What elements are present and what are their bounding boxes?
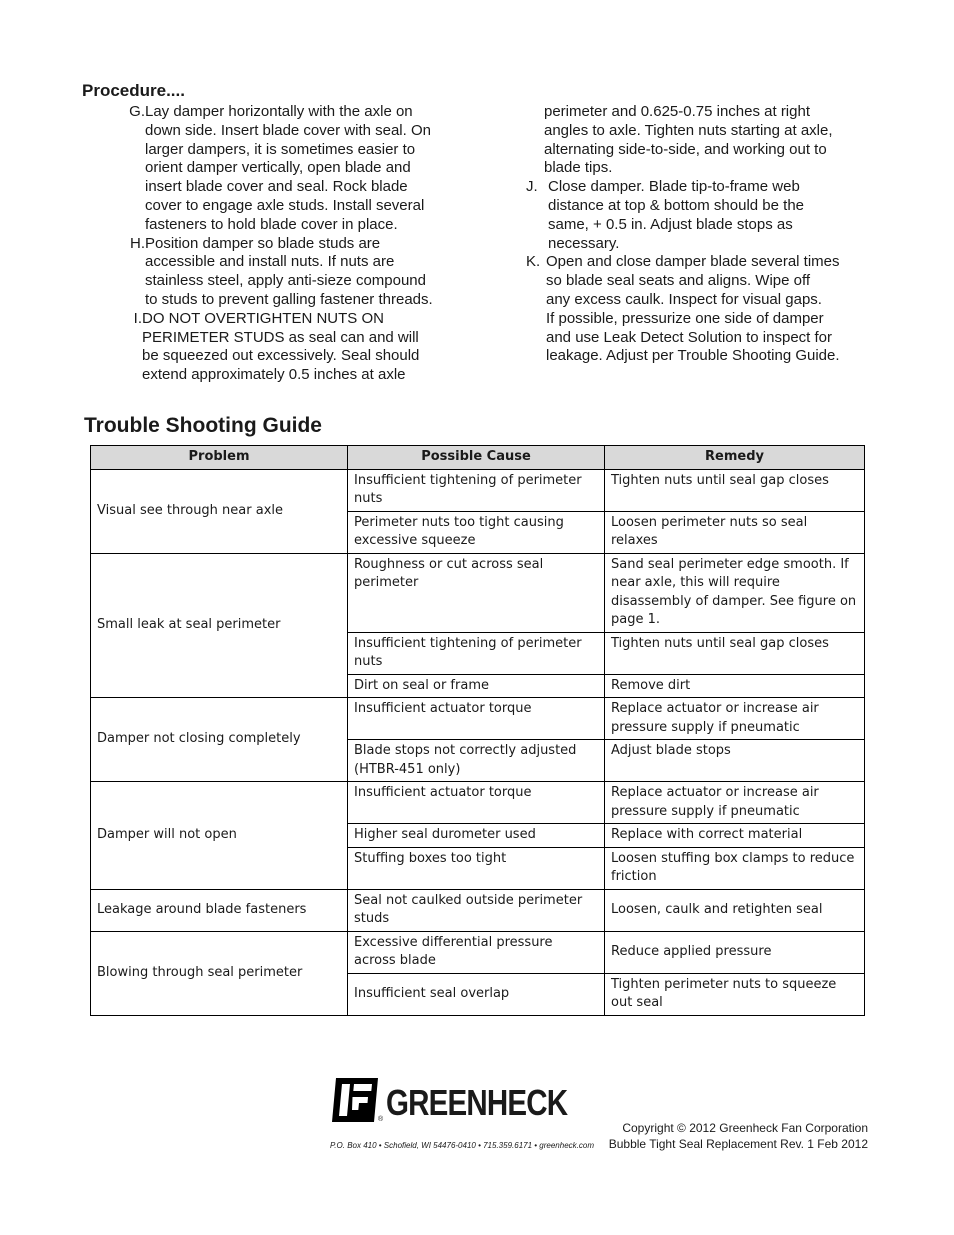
guide-title: Trouble Shooting Guide bbox=[84, 414, 322, 437]
cause-cell: Dirt on seal or frame bbox=[348, 674, 605, 698]
cause-cell: Insufficient seal overlap bbox=[348, 973, 605, 1015]
step-line: stainless steel, apply anti-sieze compound bbox=[145, 272, 426, 290]
table-row bbox=[91, 698, 865, 740]
copyright-text: Copyright © 2012 Greenheck Fan Corporation bbox=[622, 1121, 868, 1135]
step-g bbox=[120, 103, 465, 235]
step-label: I. bbox=[133, 309, 142, 327]
step-text bbox=[145, 103, 465, 235]
cause-cell: Blade stops not correctly adjusted (HTBR-451 only) bbox=[348, 740, 605, 782]
problem-cell: Blowing through seal perimeter bbox=[91, 931, 348, 1015]
cause-cell: Seal not caulked outside perimeter studs bbox=[348, 889, 605, 931]
table-row bbox=[91, 782, 865, 824]
step-line: perimeter and 0.625-0.75 inches at right bbox=[544, 103, 810, 120]
remedy-cell: Loosen stuffing box clamps to reduce friction bbox=[605, 847, 865, 889]
step-label: H. bbox=[130, 234, 145, 252]
greenheck-logo bbox=[330, 1076, 580, 1126]
step-label: J. bbox=[526, 178, 538, 196]
step-line: Close damper. Blade tip-to-frame web bbox=[548, 178, 800, 196]
remedy-cell: Reduce applied pressure bbox=[605, 931, 865, 973]
step-label: G. bbox=[129, 103, 145, 120]
cause-cell: Insufficient actuator torque bbox=[348, 698, 605, 740]
cause-cell: Perimeter nuts too tight causing excessive squeeze bbox=[348, 511, 605, 553]
remedy-cell: Loosen, caulk and retighten seal bbox=[605, 889, 865, 931]
registered-mark: ® bbox=[378, 1116, 384, 1123]
step-text bbox=[142, 310, 465, 385]
remedy-cell: Replace actuator or increase air pressure supply if pneumatic bbox=[605, 782, 865, 824]
remedy-cell: Adjust blade stops bbox=[605, 740, 865, 782]
step-line: fasteners to hold blade cover in place. bbox=[145, 215, 398, 233]
problem-cell: Damper not closing completely bbox=[91, 698, 348, 782]
remedy-cell: Replace with correct material bbox=[605, 824, 865, 848]
table-row bbox=[91, 469, 865, 511]
step-line: Position damper so blade studs are bbox=[145, 234, 381, 252]
step-line: larger dampers, it is sometimes easier to bbox=[145, 140, 416, 158]
step-line: PERIMETER STUDS as seal can and will bbox=[142, 328, 419, 346]
step-line: accessible and install nuts. If nuts are bbox=[145, 253, 395, 271]
step-line: same, + 0.5 in. Adjust blade stops as bbox=[548, 215, 793, 233]
cause-cell: Excessive differential pressure across blade bbox=[348, 931, 605, 973]
step-line: be squeezed out excessively. Seal should bbox=[142, 347, 420, 365]
step-line: necessary. bbox=[548, 234, 620, 252]
step-line: DO NOT OVERTIGHTEN NUTS ON bbox=[142, 309, 384, 327]
step-j bbox=[526, 178, 871, 253]
logo-wordmark: GREENHECK bbox=[386, 1082, 568, 1123]
header-remedy: Remedy bbox=[605, 446, 865, 470]
step-text bbox=[548, 178, 871, 253]
cause-cell: Stuffing boxes too tight bbox=[348, 847, 605, 889]
remedy-cell: Loosen perimeter nuts so seal relaxes bbox=[605, 511, 865, 553]
remedy-cell: Sand seal perimeter edge smooth. If near axle, this will require disassembly of damper. See figure on page 1. bbox=[605, 553, 865, 632]
step-line: down side. Insert blade cover with seal. On bbox=[145, 121, 431, 139]
remedy-cell: Tighten nuts until seal gap closes bbox=[605, 632, 865, 674]
step-line: alternating side-to-side, and working out to bbox=[544, 140, 827, 158]
step-line: insert blade cover and seal. Rock blade bbox=[145, 178, 408, 196]
step-text bbox=[546, 253, 871, 366]
step-line: Lay damper horizontally with the axle on bbox=[145, 103, 413, 120]
company-address: P.O. Box 410 • Schofield, WI 54476-0410 • 715.359.6171 • greenheck.com bbox=[330, 1141, 594, 1150]
problem-cell: Visual see through near axle bbox=[91, 469, 348, 553]
problem-cell: Leakage around blade fasteners bbox=[91, 889, 348, 931]
remedy-cell: Tighten nuts until seal gap closes bbox=[605, 469, 865, 511]
greenheck-logo-icon bbox=[330, 1076, 380, 1124]
table-row bbox=[91, 889, 865, 931]
step-line: distance at top & bottom should be the bbox=[548, 196, 805, 214]
cause-cell: Insufficient tightening of perimeter nuts bbox=[348, 469, 605, 511]
step-line: so blade seal seats and aligns. Wipe off bbox=[546, 272, 811, 290]
table-header-row bbox=[91, 446, 865, 470]
problem-cell: Small leak at seal perimeter bbox=[91, 553, 348, 698]
step-line: If possible, pressurize one side of damper bbox=[546, 309, 824, 327]
step-line: extend approximately 0.5 inches at axle bbox=[142, 366, 406, 384]
header-possible-cause: Possible Cause bbox=[348, 446, 605, 470]
step-line: and use Leak Detect Solution to inspect for bbox=[546, 328, 833, 346]
step-line: cover to engage axle studs. Install several bbox=[145, 196, 425, 214]
procedure-heading: Procedure.... bbox=[82, 81, 185, 100]
step-line: to studs to prevent galling fastener threads. bbox=[145, 290, 433, 308]
procedure-left-column bbox=[120, 103, 465, 385]
step-k bbox=[526, 253, 871, 366]
step-line: angles to axle. Tighten nuts starting at axle, bbox=[544, 121, 833, 139]
cause-cell: Insufficient actuator torque bbox=[348, 782, 605, 824]
step-line: blade tips. bbox=[544, 159, 613, 177]
header-problem: Problem bbox=[91, 446, 348, 470]
step-line: orient damper vertically, open blade and bbox=[145, 159, 411, 177]
table-row bbox=[91, 931, 865, 973]
trouble-shooting-table bbox=[90, 445, 865, 1016]
copyright-block bbox=[609, 1121, 868, 1152]
table-row bbox=[91, 553, 865, 632]
document-reference: Bubble Tight Seal Replacement Rev. 1 Feb 2012 bbox=[608, 1136, 868, 1151]
step-text bbox=[145, 235, 465, 310]
step-label: K. bbox=[526, 253, 541, 271]
remedy-cell: Remove dirt bbox=[605, 674, 865, 698]
step-line: any excess caulk. Inspect for visual gaps. bbox=[546, 290, 822, 308]
step-i-continuation bbox=[526, 103, 871, 178]
remedy-cell: Tighten perimeter nuts to squeeze out seal bbox=[605, 973, 865, 1015]
step-line: leakage. Adjust per Trouble Shooting Guide. bbox=[546, 347, 840, 365]
problem-cell: Damper will not open bbox=[91, 782, 348, 890]
remedy-cell: Replace actuator or increase air pressure supply if pneumatic bbox=[605, 698, 865, 740]
cause-cell: Higher seal durometer used bbox=[348, 824, 605, 848]
step-i bbox=[120, 310, 465, 385]
procedure-right-column bbox=[526, 103, 871, 366]
cause-cell: Insufficient tightening of perimeter nuts bbox=[348, 632, 605, 674]
step-h bbox=[120, 235, 465, 310]
cause-cell: Roughness or cut across seal perimeter bbox=[348, 553, 605, 632]
step-line: Open and close damper blade several times bbox=[546, 253, 840, 271]
